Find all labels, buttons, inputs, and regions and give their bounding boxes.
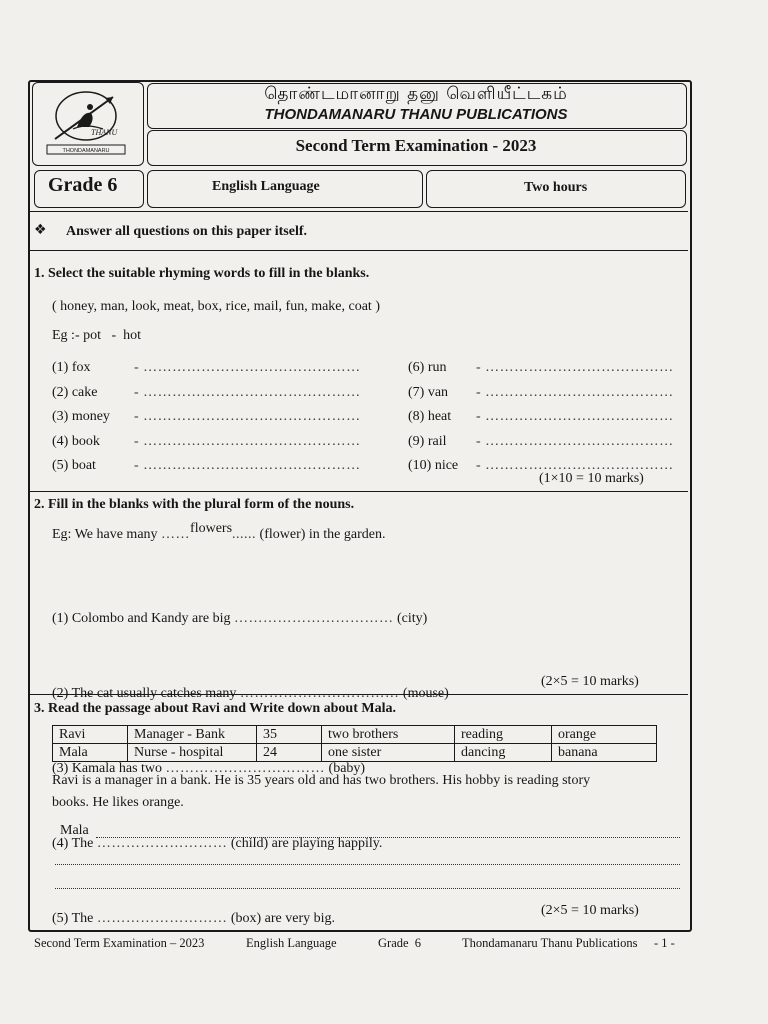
q2-example: Eg: We have many ……flowers...... (flower) in the garden. <box>52 521 386 542</box>
logo-text-bottom: THONDAMANARU <box>62 148 110 154</box>
q1-right-column <box>408 356 674 479</box>
table-row <box>53 744 657 762</box>
q1-item: (8) heat - ………………………………… <box>408 409 674 424</box>
table-cell: 24 <box>257 744 322 762</box>
tamil-publisher-title: தொண்டமானாறு தனு வெளியீட்டகம் <box>264 84 568 104</box>
table-cell: Nurse - hospital <box>128 744 257 762</box>
q3-passage-line-1: Ravi is a manager in a bank. He is 35 years old and has two brothers. His hobby is reading story <box>52 773 591 788</box>
q1-example: Eg :- pot - hot <box>52 328 142 343</box>
footer-publisher: Thondamanaru Thanu Publications <box>462 936 638 950</box>
divider <box>30 211 688 212</box>
q2-item: (3) Kamala has two …………………………… (baby) <box>52 761 366 776</box>
q1-item: (1) fox - ……………………………………… <box>52 360 361 375</box>
q2-item: (2) The cat usually catches many …………………………… (mouse) <box>52 686 449 701</box>
q3-answer-start: Mala <box>60 823 89 838</box>
logo-text-top: THANU <box>91 128 118 137</box>
q1-item: (7) van - ………………………………… <box>408 384 674 400</box>
table-cell: reading <box>455 726 552 744</box>
q1-item: (5) boat - ……………………………………… <box>52 458 361 473</box>
answer-line[interactable] <box>55 888 680 889</box>
table-cell: two brothers <box>322 726 455 744</box>
table-cell: banana <box>552 744 657 762</box>
q1-heading: 1. Select the suitable rhyming words to fill in the blanks. <box>34 266 370 281</box>
q1-item: (3) money - ……………………………………… <box>52 409 361 424</box>
table-cell: orange <box>552 726 657 744</box>
subject-label: English Language <box>212 179 320 194</box>
q2-item: (4) The ……………………… (child) are playing happily. <box>52 836 383 851</box>
q3-passage-line-2: books. He likes orange. <box>52 795 184 810</box>
publisher-logo <box>33 83 139 161</box>
q2-example-answer: flowers <box>190 521 233 536</box>
exam-title: Second Term Examination - 2023 <box>295 136 537 155</box>
diamond-bullet-icon: ❖ <box>34 222 47 238</box>
table-cell: one sister <box>322 744 455 762</box>
q1-word-bank: ( honey, man, look, meat, box, rice, mail, fun, make, coat ) <box>52 299 380 314</box>
q1-item: (4) book - ……………………………………… <box>52 433 361 449</box>
table-cell: dancing <box>455 744 552 762</box>
footer-exam: Second Term Examination – 2023 <box>34 936 205 950</box>
divider <box>30 250 688 251</box>
q2-heading: 2. Fill in the blanks with the plural form of the nouns. <box>34 497 355 512</box>
q2-item: (5) The ……………………… (box) are very big. <box>52 911 336 926</box>
footer-grade: Grade 6 <box>378 936 422 950</box>
q3-marks: (2×5 = 10 marks) <box>541 903 639 918</box>
answer-line[interactable] <box>96 837 680 838</box>
table-cell: 35 <box>257 726 322 744</box>
instruction-text: Answer all questions on this paper itself. <box>66 224 308 239</box>
table-row <box>53 726 657 744</box>
q1-item: (9) rail - ………………………………… <box>408 433 674 449</box>
footer-page-number: - 1 - <box>654 936 675 950</box>
footer-subject: English Language <box>246 936 337 950</box>
divider <box>30 694 688 695</box>
duration-label: Two hours <box>524 180 588 195</box>
logo-box <box>32 82 144 166</box>
q1-item: (6) run - ………………………………… <box>408 360 674 375</box>
q3-info-table <box>52 725 657 762</box>
q1-left-column <box>52 356 361 479</box>
grade-label: Grade 6 <box>48 174 118 196</box>
q1-item: (2) cake - ……………………………………… <box>52 384 361 400</box>
q3-heading: 3. Read the passage about Ravi and Write down about Mala. <box>34 701 396 716</box>
q2-item: (1) Colombo and Kandy are big …………………………… (city) <box>52 611 428 626</box>
q1-marks: (1×10 = 10 marks) <box>539 471 644 486</box>
publisher-name: THONDAMANARU THANU PUBLICATIONS <box>264 106 568 123</box>
answer-line[interactable] <box>55 864 680 865</box>
q1-item: (10) nice - ………………………………… <box>408 458 674 473</box>
table-cell: Ravi <box>53 726 128 744</box>
table-cell: Mala <box>53 744 128 762</box>
divider <box>30 491 688 492</box>
table-cell: Manager - Bank <box>128 726 257 744</box>
q2-marks: (2×5 = 10 marks) <box>541 674 639 689</box>
